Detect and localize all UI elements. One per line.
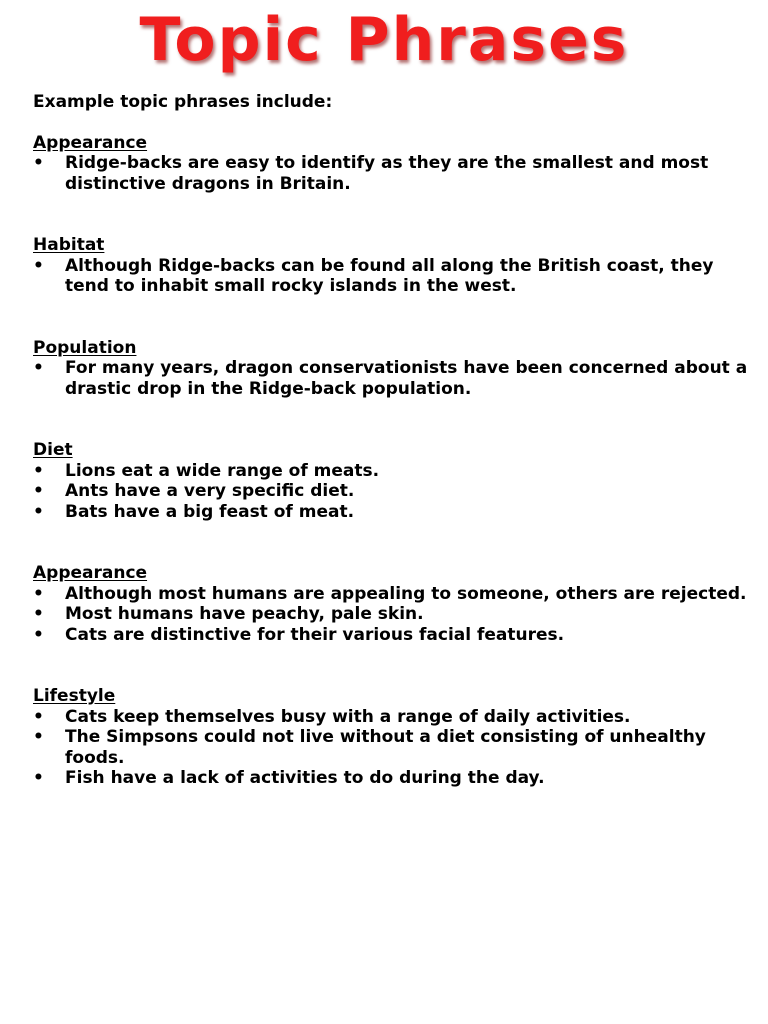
list-item: [33, 727, 758, 768]
bullet-icon: •: [33, 727, 44, 747]
bullet-icon: •: [33, 460, 44, 481]
list-item-text: Fish have a lack of activities to do during the day.: [65, 768, 545, 788]
list-item-text: Although most humans are appealing to someone, others are rejected.: [65, 583, 747, 604]
section-heading: Habitat: [33, 235, 105, 255]
bullet-list: [33, 461, 758, 523]
section-lifestyle: [33, 686, 758, 789]
content-area: [33, 92, 758, 830]
list-item: [33, 358, 758, 399]
list-item-text: Although Ridge-backs can be found all along the British coast, they tend to inhabit small rocky islands in the west.: [65, 255, 714, 296]
list-item-text: Ridge-backs are easy to identify as they are the smallest and most distinctive dragons in Britain.: [65, 153, 709, 194]
section-population: [33, 338, 758, 400]
list-item-text: Most humans have peachy, pale skin.: [65, 604, 424, 624]
bullet-icon: •: [33, 481, 44, 501]
bullet-icon: •: [33, 255, 44, 276]
section-habitat: [33, 235, 758, 297]
list-item: [33, 481, 758, 502]
bullet-icon: •: [33, 624, 44, 645]
list-item: [33, 625, 758, 646]
list-item: [33, 256, 758, 297]
intro-text: Example topic phrases include:: [33, 92, 333, 112]
section-heading: Population: [33, 337, 137, 358]
section-heading: Lifestyle: [33, 686, 116, 706]
list-item-text: Bats have a big feast of meat.: [65, 501, 355, 522]
section-heading: Diet: [33, 440, 73, 460]
section-diet: [33, 440, 758, 522]
bullet-list: [33, 256, 758, 297]
bullet-list: [33, 584, 758, 646]
bullet-icon: •: [33, 604, 44, 624]
bullet-icon: •: [33, 706, 44, 727]
list-item: [33, 584, 758, 605]
section-heading: Appearance: [33, 132, 148, 153]
list-item: [33, 707, 758, 728]
list-item: [33, 604, 758, 625]
bullet-icon: •: [33, 153, 44, 173]
list-item-text: Cats are distinctive for their various facial features.: [65, 624, 565, 645]
section-appearance-2: [33, 563, 758, 645]
bullet-list: [33, 153, 758, 194]
list-item-text: For many years, dragon conservationists have been concerned about a drastic drop in the Ridge-back population.: [65, 358, 748, 399]
bullet-icon: •: [33, 768, 44, 788]
list-item-text: Cats keep themselves busy with a range of daily activities.: [65, 706, 631, 727]
list-item-text: Ants have a very specific diet.: [65, 481, 355, 501]
list-item: [33, 461, 758, 482]
bullet-icon: •: [33, 583, 44, 604]
bullet-list: [33, 707, 758, 789]
list-item: [33, 768, 758, 789]
list-item: [33, 153, 758, 194]
list-item-text: The Simpsons could not live without a diet consisting of unhealthy foods.: [65, 727, 706, 768]
section-heading: Appearance: [33, 563, 148, 583]
bullet-icon: •: [33, 501, 44, 522]
bullet-list: [33, 358, 758, 399]
section-appearance: [33, 133, 758, 195]
list-item-text: Lions eat a wide range of meats.: [65, 460, 380, 481]
page-title: Topic Phrases: [139, 5, 629, 75]
list-item: [33, 502, 758, 523]
bullet-icon: •: [33, 358, 44, 378]
